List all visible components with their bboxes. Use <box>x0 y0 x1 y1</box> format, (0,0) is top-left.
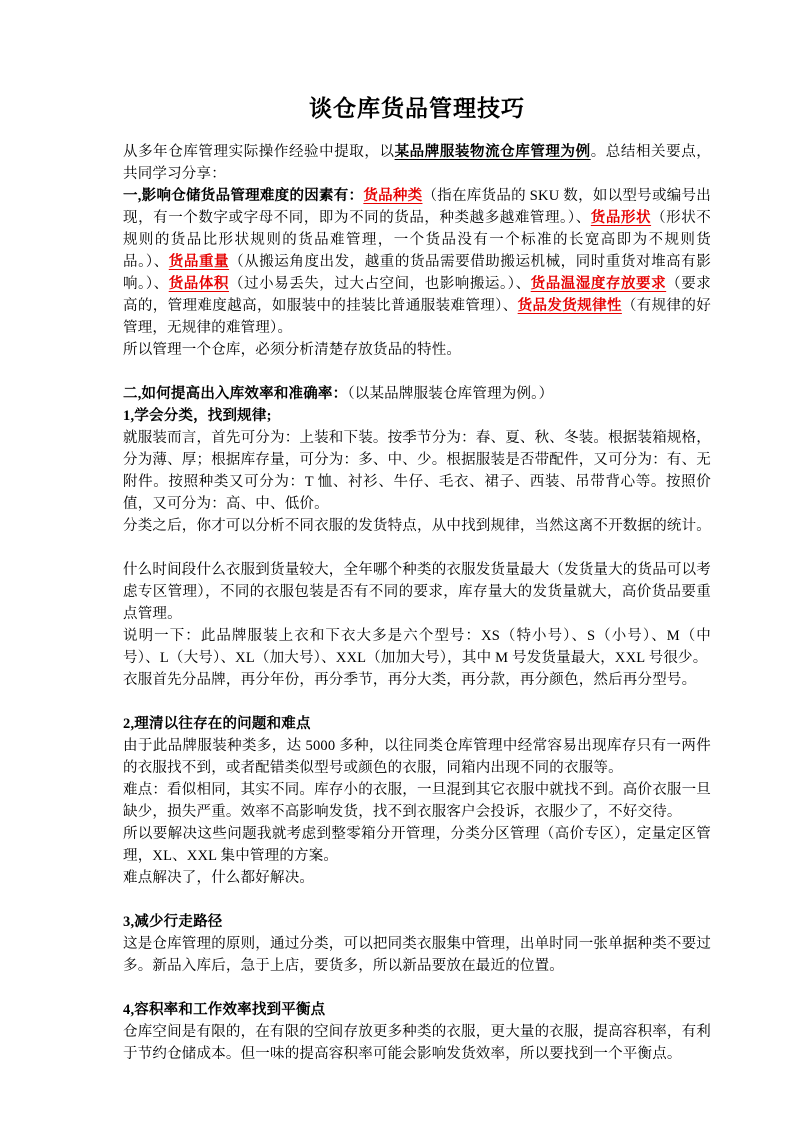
paragraph <box>123 669 711 691</box>
text-run: 4,容积率和工作效率找到平衡点 <box>123 1002 326 1018</box>
highlight-term: 货品形状 <box>590 210 652 226</box>
text-run: 说明一下：此品牌服装上衣和下衣大多是六个型号：XS（特小号）、S（小号）、M（中号）、L（大号）、XL（加大号）、XXL（加加大号），其中 M 号发货量最大，XXL 号很少。 <box>123 628 711 666</box>
text-run: 这是仓库管理的原则，通过分类，可以把同类衣服集中管理，出单时同一张单据种类不要过多。新品入库后，急于上店，要货多，所以新品要放在最近的位置。 <box>123 936 711 974</box>
highlight-term: 货品重量 <box>168 254 230 270</box>
text-run: （指在库货品的 SKU 数，如以型号或编号出现，有一个数字或字母不同，即为不同的货品，种类越多越难管理。）、 <box>123 188 711 226</box>
highlight-term: 货品温湿度存放要求 <box>530 276 667 292</box>
paragraph <box>123 427 711 515</box>
paragraph <box>123 339 711 361</box>
paragraph <box>123 713 711 735</box>
highlight-term: 货品种类 <box>363 188 423 204</box>
text-run: （要求高的，管理难度越高，如服装中的挂装比普通服装难管理）、 <box>123 276 711 314</box>
text-run: （有规律的好管理，无规律的难管理）。 <box>123 298 711 336</box>
paragraph <box>123 559 711 625</box>
paragraph <box>123 867 711 889</box>
text-run: （过小易丢失，过大占空间，也影响搬运。）、 <box>228 276 531 292</box>
text-run: 一,影响仓储货品管理难度的因素有： <box>123 188 364 204</box>
highlight-term: 货品发货规律性 <box>517 298 622 314</box>
paragraph <box>123 405 711 427</box>
text-run: 难点：看似相同，其实不同。库存小的衣服，一旦混到其它衣服中就找不到。高价衣服一旦缺少，损失严重。效率不高影响发货，找不到衣服客户会投诉，衣服少了，不好交待。 <box>123 782 711 820</box>
text-run: 仓库空间是有限的，在有限的空间存放更多种类的衣服，更大量的衣服，提高容积率，有利于节约仓储成本。但一味的提高容积率可能会影响发货效率，所以要找到一个平衡点。 <box>123 1024 711 1062</box>
text-run: 衣服首先分品牌，再分年份，再分季节，再分大类，再分款，再分颜色，然后再分型号。 <box>123 672 697 688</box>
paragraph <box>123 933 711 977</box>
text-run: 某品牌服装物流仓库管理为例 <box>394 144 591 160</box>
text-run: （形状不规则的货品比形状规则的货品难管理，一个货品没有一个标准的长宽高即为不规则货品。）、 <box>123 210 711 270</box>
paragraph <box>123 141 711 185</box>
blank-line <box>123 977 711 999</box>
document-body <box>123 141 711 1065</box>
text-run: 难点解决了，什么都好解决。 <box>123 870 315 886</box>
blank-line <box>123 361 711 383</box>
blank-line <box>123 889 711 911</box>
paragraph <box>123 999 711 1021</box>
text-run: 1,学会分类，找到规律; <box>123 408 272 424</box>
paragraph <box>123 383 711 405</box>
paragraph <box>123 911 711 933</box>
blank-line <box>123 691 711 713</box>
text-run: 从多年仓库管理实际操作经验中提取，以 <box>123 144 395 160</box>
document-title: 谈仓库货品管理技巧 <box>309 96 525 121</box>
text-run: （以某品牌服装仓库管理为例。） <box>347 386 554 402</box>
paragraph <box>123 185 711 339</box>
text-run: 。总结相关要点，共同学习分享： <box>123 144 711 182</box>
paragraph <box>123 515 711 537</box>
text-run: 所以要解决这些问题我就考虑到整零箱分开管理，分类分区管理（高价专区），定量定区管理，XL、XXL 集中管理的方案。 <box>123 826 711 864</box>
text-run: 就服装而言，首先可分为：上装和下装。按季节分为：春、夏、秋、冬装。根据装箱规格，分为薄、厚；根据库存量，可分为：多、中、少。根据服装是否带配件，又可分为：有、无附件。按照种类又可分为：T 恤、衬衫、牛仔、毛衣、裙子、西装、吊带背心等。按照价值，又可分为：高、中、低价。 <box>123 430 711 512</box>
document-content <box>123 94 711 1065</box>
text-run: 二,如何提高出入库效率和准确率： <box>123 386 348 402</box>
paragraph <box>123 1021 711 1065</box>
paragraph <box>123 823 711 867</box>
paragraph <box>123 779 711 823</box>
text-run: 由于此品牌服装种类多，达 5000 多种，以往同类仓库管理中经常容易出现库存只有一两件的衣服找不到，或者配错类似型号或颜色的衣服，同箱内出现不同的衣服等。 <box>123 738 711 776</box>
text-run: （从搬运角度出发，越重的货品需要借助搬运机械，同时重货对堆高有影响。）、 <box>123 254 711 292</box>
blank-line <box>123 537 711 559</box>
text-run: 2,理清以往存在的问题和难点 <box>123 716 311 732</box>
text-run: 所以管理一个仓库，必须分析清楚存放货品的特性。 <box>123 342 462 358</box>
text-run: 3,减少行走路径 <box>123 914 223 930</box>
highlight-term: 货品体积 <box>168 276 229 292</box>
paragraph <box>123 735 711 779</box>
text-run: 分类之后，你才可以分析不同衣服的发货特点，从中找到规律，当然这离不开数据的统计。 <box>123 518 711 534</box>
text-run: 什么时间段什么衣服到货量较大，全年哪个种类的衣服发货量最大（发货量大的货品可以考虑专区管理），不同的衣服包装是否有不同的要求，库存量大的发货量就大，高价货品要重点管理。 <box>123 562 711 622</box>
paragraph <box>123 625 711 669</box>
